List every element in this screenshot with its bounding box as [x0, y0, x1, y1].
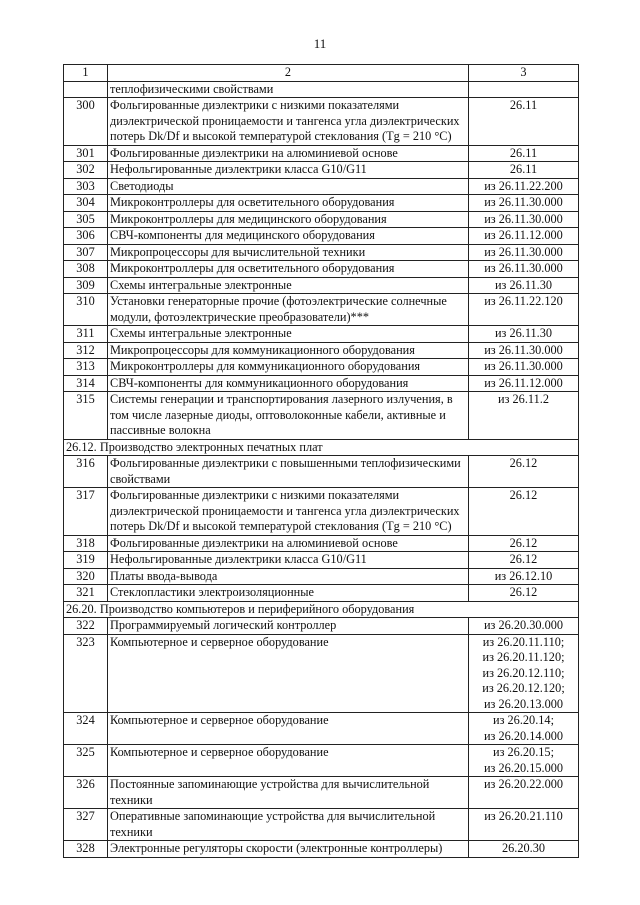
- row-code: из 26.11.30.000: [469, 261, 579, 278]
- header-col-3: 3: [469, 65, 579, 82]
- row-code: из 26.11.30.000: [469, 244, 579, 261]
- row-number: 310: [64, 294, 108, 326]
- row-number: 315: [64, 392, 108, 440]
- row-code: из 26.12.10: [469, 568, 579, 585]
- row-code: из 26.11.30.000: [469, 342, 579, 359]
- table-row: [64, 342, 579, 359]
- row-name: Фольгированные диэлектрики с низкими показателями диэлектрической проницаемости и тангенса угла диэлектрических потерь Dk/Df и высокой температурой стеклования (Tg = 210 °C): [108, 98, 469, 146]
- table-row: [64, 228, 579, 245]
- row-number: 324: [64, 713, 108, 745]
- table-row: [64, 713, 579, 745]
- row-code: из 26.11.12.000: [469, 375, 579, 392]
- page-number: 11: [313, 36, 327, 51]
- row-code: из 26.11.30.000: [469, 195, 579, 212]
- table-row: [64, 456, 579, 488]
- row-number: 312: [64, 342, 108, 359]
- table-row: [64, 585, 579, 602]
- row-name: Стеклопластики электроизоляционные: [108, 585, 469, 602]
- row-code: из 26.11.2: [469, 392, 579, 440]
- table-row: [64, 618, 579, 635]
- row-name: Установки генераторные прочие (фотоэлектрические солнечные модули, фотоэлектрические преобразователи)***: [108, 294, 469, 326]
- row-name: Компьютерное и серверное оборудование: [108, 745, 469, 777]
- row-code: [469, 634, 579, 713]
- row-name: Светодиоды: [108, 178, 469, 195]
- row-number: 304: [64, 195, 108, 212]
- row-name: Схемы интегральные электронные: [108, 326, 469, 343]
- row-number: 309: [64, 277, 108, 294]
- table-row: [64, 841, 579, 858]
- row-code: из 26.11.22.120: [469, 294, 579, 326]
- row-number: 321: [64, 585, 108, 602]
- row-name: Схемы интегральные электронные: [108, 277, 469, 294]
- table-row: [64, 568, 579, 585]
- row-code-line: из 26.20.15.000: [483, 760, 564, 775]
- row-number: 301: [64, 145, 108, 162]
- row-number: 322: [64, 618, 108, 635]
- row-name: СВЧ-компоненты для коммуникационного оборудования: [108, 375, 469, 392]
- row-name: Компьютерное и серверное оборудование: [108, 634, 469, 713]
- table-row: [64, 488, 579, 536]
- table-row: [64, 326, 579, 343]
- table-row: [64, 211, 579, 228]
- row-name: Оперативные запоминающие устройства для вычислительной техники: [108, 809, 469, 841]
- row-code: 26.12: [469, 488, 579, 536]
- row-number: 308: [64, 261, 108, 278]
- row-number: 313: [64, 359, 108, 376]
- product-table: [63, 64, 579, 858]
- row-number: 318: [64, 535, 108, 552]
- table-row: [64, 145, 579, 162]
- table-row: [64, 535, 579, 552]
- row-number: 317: [64, 488, 108, 536]
- row-code-line: из 26.20.11.110;: [482, 634, 565, 649]
- table-row: [64, 634, 579, 713]
- row-number: 319: [64, 552, 108, 569]
- row-number: 306: [64, 228, 108, 245]
- row-number: 314: [64, 375, 108, 392]
- row-number: 305: [64, 211, 108, 228]
- table-header-row: [64, 65, 579, 82]
- header-col-2: 2: [108, 65, 469, 82]
- row-name: Электронные регуляторы скорости (электронные контроллеры): [108, 841, 469, 858]
- table-row: [64, 745, 579, 777]
- row-number: 325: [64, 745, 108, 777]
- row-code: из 26.11.12.000: [469, 228, 579, 245]
- row-number: 302: [64, 162, 108, 179]
- row-code-line: из 26.20.14.000: [483, 728, 564, 743]
- table-row: [64, 294, 579, 326]
- row-code: 26.11: [469, 162, 579, 179]
- row-number: 300: [64, 98, 108, 146]
- row-name: Программируемый логический контроллер: [108, 618, 469, 635]
- section-row: [64, 439, 579, 456]
- row-code-line: из 26.20.12.110;: [482, 665, 565, 680]
- row-code: из 26.11.30: [469, 277, 579, 294]
- row-code: 26.12: [469, 456, 579, 488]
- table-row: [64, 552, 579, 569]
- row-name: Микропроцессоры для коммуникационного оборудования: [108, 342, 469, 359]
- row-code: из 26.11.30.000: [469, 359, 579, 376]
- row-name: Компьютерное и серверное оборудование: [108, 713, 469, 745]
- table-row: [64, 277, 579, 294]
- row-name: Нефольгированные диэлектрики класса G10/G11: [108, 552, 469, 569]
- row-code: из 26.20.22.000: [469, 777, 579, 809]
- row-code: [469, 745, 579, 777]
- row-name: Микроконтроллеры для осветительного оборудования: [108, 195, 469, 212]
- row-name: Микроконтроллеры для осветительного оборудования: [108, 261, 469, 278]
- section-heading: 26.12. Производство электронных печатных плат: [64, 439, 579, 456]
- continuation-row: [64, 81, 579, 98]
- row-code-line: из 26.20.15;: [493, 745, 554, 759]
- header-col-1: 1: [64, 65, 108, 82]
- row-name: Платы ввода-вывода: [108, 568, 469, 585]
- row-number: 328: [64, 841, 108, 858]
- row-code: 26.11: [469, 145, 579, 162]
- table-row: [64, 261, 579, 278]
- row-code-line: из 26.20.14;: [493, 713, 554, 727]
- row-number: 311: [64, 326, 108, 343]
- row-code-line: из 26.20.12.120;: [482, 681, 565, 695]
- table-row: [64, 392, 579, 440]
- row-number: 323: [64, 634, 108, 713]
- row-name: Фольгированные диэлектрики на алюминиевой основе: [108, 145, 469, 162]
- row-name: Микроконтроллеры для коммуникационного оборудования: [108, 359, 469, 376]
- table-row: [64, 359, 579, 376]
- row-code: 26.11: [469, 98, 579, 146]
- row-name: Системы генерации и транспортирования лазерного излучения, в том числе лазерные диоды, оптоволоконные кабели, активные и пассивные волокна: [108, 392, 469, 440]
- table-row: [64, 375, 579, 392]
- continuation-text: теплофизическими свойствами: [108, 81, 469, 98]
- section-row: [64, 601, 579, 618]
- row-name: Нефольгированные диэлектрики класса G10/G11: [108, 162, 469, 179]
- row-code-line: из 26.20.13.000: [483, 696, 564, 711]
- row-code: из 26.20.30.000: [469, 618, 579, 635]
- row-name: Постоянные запоминающие устройства для вычислительной техники: [108, 777, 469, 809]
- row-code: 26.20.30: [469, 841, 579, 858]
- row-number: 307: [64, 244, 108, 261]
- table-row: [64, 195, 579, 212]
- row-code-line: из 26.20.11.120;: [482, 650, 565, 664]
- row-number: 303: [64, 178, 108, 195]
- row-code: из 26.20.21.110: [469, 809, 579, 841]
- row-name: Фольгированные диэлектрики с повышенными теплофизическими свойствами: [108, 456, 469, 488]
- row-name: Фольгированные диэлектрики с низкими показателями диэлектрической проницаемости и тангенса угла диэлектрических потерь Dk/Df и высокой температурой стеклования (Tg = 210 °C): [108, 488, 469, 536]
- row-name: Микропроцессоры для вычислительной техники: [108, 244, 469, 261]
- row-code: из 26.11.30: [469, 326, 579, 343]
- row-code: 26.12: [469, 585, 579, 602]
- row-code: из 26.11.30.000: [469, 211, 579, 228]
- row-code: из 26.11.22.200: [469, 178, 579, 195]
- row-name: СВЧ-компоненты для медицинского оборудования: [108, 228, 469, 245]
- row-number: 327: [64, 809, 108, 841]
- table-row: [64, 178, 579, 195]
- section-heading: 26.20. Производство компьютеров и периферийного оборудования: [64, 601, 579, 618]
- table-row: [64, 244, 579, 261]
- row-code: [469, 713, 579, 745]
- row-name: Микроконтроллеры для медицинского оборудования: [108, 211, 469, 228]
- row-code: 26.12: [469, 552, 579, 569]
- row-number: 320: [64, 568, 108, 585]
- table-row: [64, 98, 579, 146]
- table-row: [64, 162, 579, 179]
- table-row: [64, 809, 579, 841]
- row-name: Фольгированные диэлектрики на алюминиевой основе: [108, 535, 469, 552]
- row-number: 326: [64, 777, 108, 809]
- row-number: 316: [64, 456, 108, 488]
- row-code: 26.12: [469, 535, 579, 552]
- table-row: [64, 777, 579, 809]
